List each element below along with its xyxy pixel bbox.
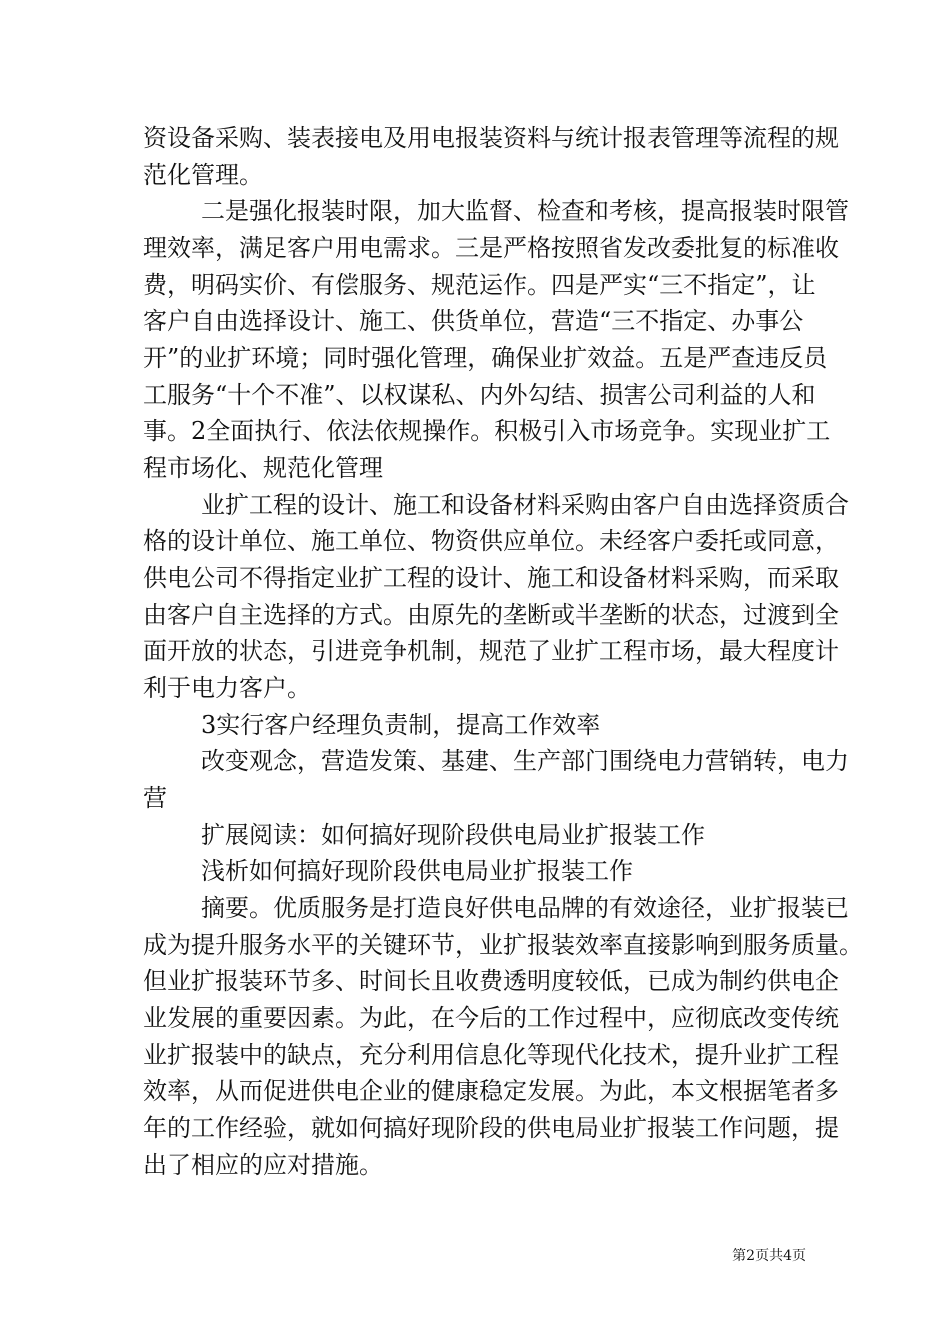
abstract-first-line: 摘要。优质服务是打造良好供电品牌的有效途径，业扩报装已: [201, 894, 849, 922]
body-text-line: 资设备采购、装表接电及用电报装资料与统计报表管理等流程的规: [143, 124, 839, 152]
body-text-line: 但业扩报装环节多、时间长且收费透明度较低，已成为制约供电企: [143, 967, 839, 995]
extended-reading-heading: 扩展阅读：如何搞好现阶段供电局业扩报装工作: [201, 821, 705, 849]
paragraph-first-line: 改变观念，营造发策、基建、生产部门围绕电力营销转，电力: [201, 747, 849, 775]
body-text-line: 费，明码实价、有偿服务、规范运作。四是严实“三不指定”，让: [143, 271, 816, 299]
body-text-line: 供电公司不得指定业扩工程的设计、施工和设备材料采购，而采取: [143, 564, 839, 592]
body-text-line: 事。2全面执行、依法依规操作。积极引入市场竞争。实现业扩工: [143, 417, 831, 445]
body-text-line: 格的设计单位、施工单位、物资供应单位。未经客户委托或同意，: [143, 527, 839, 555]
body-text-line: 业发展的重要因素。为此，在今后的工作过程中，应彻底改变传统: [143, 1004, 839, 1032]
paragraph-first-line: 二是强化报装时限，加大监督、检查和考核，提高报装时限管: [201, 197, 849, 225]
body-text-line: 成为提升服务水平的关键环节，业扩报装效率直接影响到服务质量。: [143, 931, 863, 959]
body-text-line: 业扩报装中的缺点，充分利用信息化等现代化技术，提升业扩工程: [143, 1041, 839, 1069]
body-text-line: 出了相应的应对措施。: [143, 1151, 383, 1179]
article-title: 浅析如何搞好现阶段供电局业扩报装工作: [201, 857, 633, 885]
section-heading: 3实行客户经理负责制，提高工作效率: [201, 711, 601, 739]
body-text-line: 程市场化、规范化管理: [143, 454, 383, 482]
body-text-line: 利于电力客户。: [143, 674, 311, 702]
body-text-line: 营: [143, 784, 167, 812]
paragraph-first-line: 业扩工程的设计、施工和设备材料采购由客户自由选择资质合: [201, 491, 849, 519]
body-text-line: 工服务“十个不准”、以权谋私、内外勾结、损害公司利益的人和: [143, 381, 816, 409]
body-text-line: 客户自由选择设计、施工、供货单位，营造“三不指定、办事公: [143, 307, 804, 335]
body-text-line: 面开放的状态，引进竞争机制，规范了业扩工程市场，最大程度计: [143, 637, 839, 665]
body-text-line: 年的工作经验，就如何搞好现阶段的供电局业扩报装工作问题，提: [143, 1114, 839, 1142]
body-text-line: 范化管理。: [143, 161, 263, 189]
body-text-line: 由客户自主选择的方式。由原先的垄断或半垄断的状态，过渡到全: [143, 601, 839, 629]
body-text-line: 开”的业扩环境；同时强化管理，确保业扩效益。五是严查违反员: [143, 344, 828, 372]
page-number-footer: 第2页共4页: [732, 1248, 806, 1264]
body-text-line: 理效率，满足客户用电需求。三是严格按照省发改委批复的标准收: [143, 234, 839, 262]
body-text-line: 效率，从而促进供电企业的健康稳定发展。为此，本文根据笔者多: [143, 1077, 839, 1105]
